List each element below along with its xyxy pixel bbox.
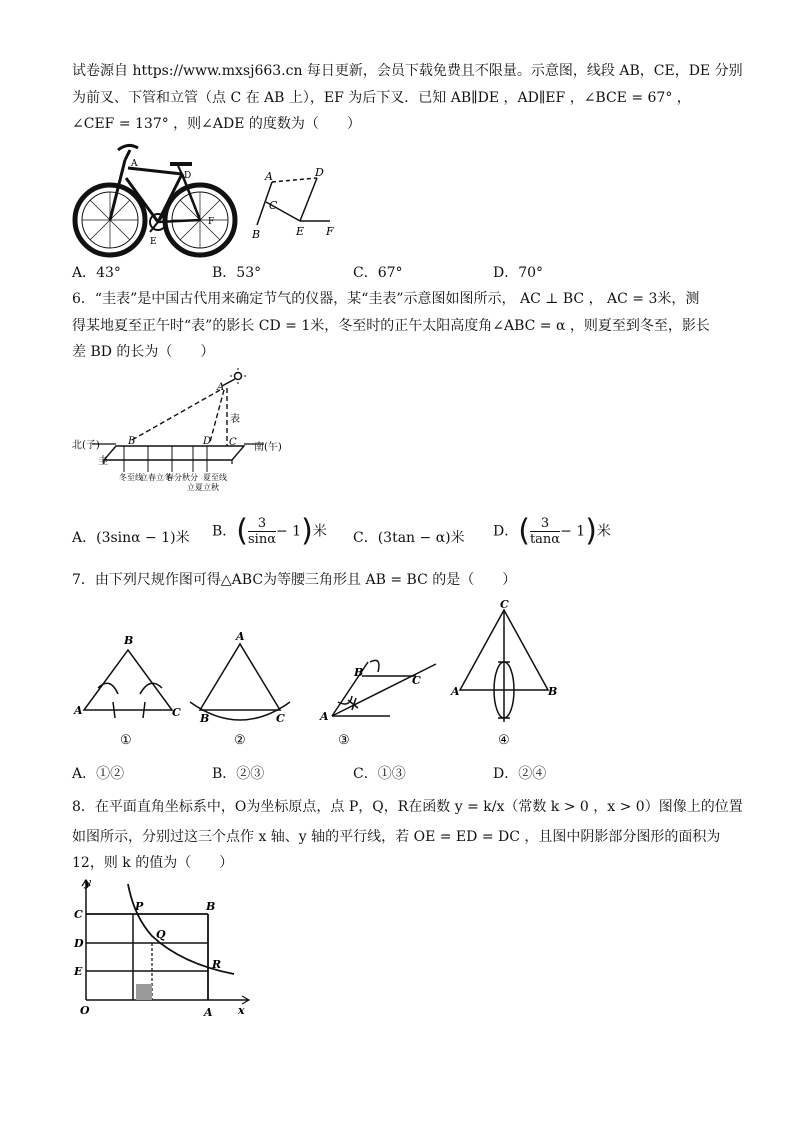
q6-option-c[interactable]: C．(3tan − α)米 bbox=[353, 530, 465, 546]
q5-text-line1: 试卷源自 https://www.mxsj663.cn 每日更新，会员下载免费且不限量。示意图，线段 AB，CE，DE 分别 bbox=[72, 63, 743, 79]
q8-label-o: O bbox=[80, 1004, 90, 1017]
svg-text:A: A bbox=[74, 704, 83, 717]
term-xiazhi: 夏至线 bbox=[203, 473, 227, 482]
gui-label: 圭 bbox=[98, 456, 108, 467]
q6-option-d-denominator: tanα bbox=[529, 532, 561, 547]
q7-caption-3: ③ bbox=[338, 733, 350, 748]
q5-option-a[interactable]: A．43° bbox=[72, 265, 121, 281]
q5-option-c[interactable]: C．67° bbox=[353, 265, 403, 281]
term-dongzhi: 冬至线 bbox=[119, 473, 143, 482]
svg-text:A: A bbox=[131, 159, 138, 169]
q7-options bbox=[72, 763, 722, 781]
q7-caption-4: ④ bbox=[498, 733, 510, 748]
q7-caption-1: ① bbox=[120, 733, 132, 748]
q5-option-d[interactable]: D．70° bbox=[493, 265, 544, 281]
q8-label-d: D bbox=[74, 937, 84, 950]
svg-text:C: C bbox=[500, 598, 509, 611]
svg-text:B: B bbox=[124, 634, 134, 647]
term-chunfen: 春分秋分 bbox=[166, 473, 198, 482]
q8-text-line2: 如图所示，分别过这三个点作 x 轴、y 轴的平行线，若 OE = ED = DC ，且图中阴影部分图形的面积为 bbox=[72, 829, 721, 845]
q7-constructions bbox=[70, 598, 570, 748]
north-label: 北(子) bbox=[72, 440, 100, 451]
svg-text:E: E bbox=[150, 237, 157, 247]
shaded-region bbox=[136, 984, 152, 1000]
q5-label-d: D bbox=[315, 166, 324, 179]
svg-text:C: C bbox=[412, 674, 421, 687]
q8-label-c: C bbox=[74, 908, 83, 921]
svg-text:A: A bbox=[320, 710, 329, 723]
q8-label-q: Q bbox=[156, 928, 166, 941]
q5-label-f: F bbox=[326, 225, 334, 238]
q7-text-line1: 7．由下列尺规作图可得△ABC为等腰三角形且 AB = BC 的是（ ） bbox=[72, 572, 517, 588]
paren-close: ) bbox=[585, 513, 597, 549]
q5-text-line2: 为前叉、下管和立管（点 C 在 AB 上），EF 为后下叉．已知 AB∥DE ，AD∥EF ，∠BCE = 67° ， bbox=[72, 90, 691, 106]
q7-option-d[interactable]: D．②④ bbox=[493, 766, 547, 782]
svg-text:F: F bbox=[208, 217, 215, 227]
paren-open: ( bbox=[236, 513, 249, 549]
q6-text-line1: 6．“圭表”是中国古代用来确定节气的仪器，某“圭表”示意图如图所示， AC ⊥ BC ， AC = 3米，测 bbox=[72, 291, 700, 307]
q6-option-b-denominator: sinα bbox=[248, 532, 276, 547]
q7-option-a[interactable]: A．①② bbox=[72, 766, 125, 782]
q8-text-line3: 12，则 k 的值为（ ） bbox=[72, 855, 234, 871]
q6-option-d[interactable] bbox=[493, 513, 611, 549]
q6-option-b-prefix: B． bbox=[212, 523, 237, 540]
q7-caption-2: ② bbox=[234, 733, 246, 748]
paren-close: ) bbox=[301, 513, 313, 549]
q6-option-a[interactable]: A．(3sinα − 1)米 bbox=[72, 530, 190, 546]
q7-option-b[interactable]: B．②③ bbox=[212, 766, 265, 782]
q5-label-e: E bbox=[296, 225, 305, 238]
svg-text:A: A bbox=[236, 630, 245, 643]
q8-coordinate-figure bbox=[72, 876, 262, 1022]
q8-label-y: y bbox=[84, 876, 91, 889]
q8-label-b: B bbox=[206, 900, 216, 913]
svg-text:B: B bbox=[354, 666, 364, 679]
q8-label-p: P bbox=[135, 900, 144, 913]
q6-option-d-numerator: 3 bbox=[530, 516, 560, 532]
q6-label-b: B bbox=[128, 436, 136, 447]
q6-option-b-numerator: 3 bbox=[248, 516, 276, 532]
q5-option-b[interactable]: B．53° bbox=[212, 265, 262, 281]
q5-label-c: C bbox=[269, 199, 278, 212]
term-lixia: 立夏立秋 bbox=[187, 483, 219, 492]
q5-schematic-figure bbox=[248, 165, 348, 245]
guibiao-figure bbox=[72, 368, 302, 500]
q5-options bbox=[72, 262, 722, 280]
q7-option-c[interactable]: C．①③ bbox=[353, 766, 406, 782]
q5-text-line3: ∠CEF = 137° ，则∠ADE 的度数为（ ） bbox=[72, 116, 361, 132]
q6-option-d-tail: − 1 bbox=[560, 523, 586, 540]
q6-option-b-unit: 米 bbox=[312, 523, 327, 540]
svg-text:A: A bbox=[451, 685, 460, 698]
svg-text:C: C bbox=[172, 706, 181, 719]
paren-open: ( bbox=[518, 513, 530, 549]
svg-text:B: B bbox=[200, 712, 210, 725]
biao-label: 表 bbox=[230, 414, 240, 425]
q6-option-d-unit: 米 bbox=[596, 523, 611, 540]
q8-label-e: E bbox=[74, 965, 83, 978]
south-label: 南(午) bbox=[254, 442, 282, 453]
q8-label-r: R bbox=[212, 958, 222, 971]
svg-text:B: B bbox=[548, 685, 558, 698]
q8-text-line1: 8．在平面直角坐标系中，O为坐标原点，点 P，Q，R在函数 y = k/x（常数 k > 0 ，x > 0）图像上的位置 bbox=[72, 799, 743, 815]
q8-label-a: A bbox=[204, 1006, 213, 1019]
q6-option-d-fraction bbox=[530, 516, 560, 547]
q6-option-b-fraction bbox=[248, 516, 276, 547]
svg-text:D: D bbox=[184, 171, 192, 181]
q8-label-x: x bbox=[238, 1004, 245, 1017]
q6-option-b[interactable] bbox=[212, 513, 327, 549]
q6-label-c: C bbox=[229, 437, 237, 448]
q6-options bbox=[72, 513, 722, 558]
q6-text-line3: 差 BD 的长为（ ） bbox=[72, 344, 215, 360]
q5-label-a: A bbox=[265, 170, 273, 183]
q6-option-b-tail: − 1 bbox=[276, 523, 302, 540]
q5-label-b: B bbox=[252, 228, 261, 241]
bicycle-illustration bbox=[70, 140, 240, 258]
q6-label-d: D bbox=[203, 436, 212, 447]
term-lichun: 立春立冬 bbox=[140, 473, 172, 482]
q6-option-d-prefix: D． bbox=[493, 523, 519, 540]
q6-label-a: A bbox=[217, 382, 225, 393]
svg-text:C: C bbox=[276, 712, 285, 725]
q6-text-line2: 得某地夏至正午时“表”的影长 CD = 1米，冬至时的正午太阳高度角∠ABC = α ，则夏至到冬至，影长 bbox=[72, 318, 710, 334]
